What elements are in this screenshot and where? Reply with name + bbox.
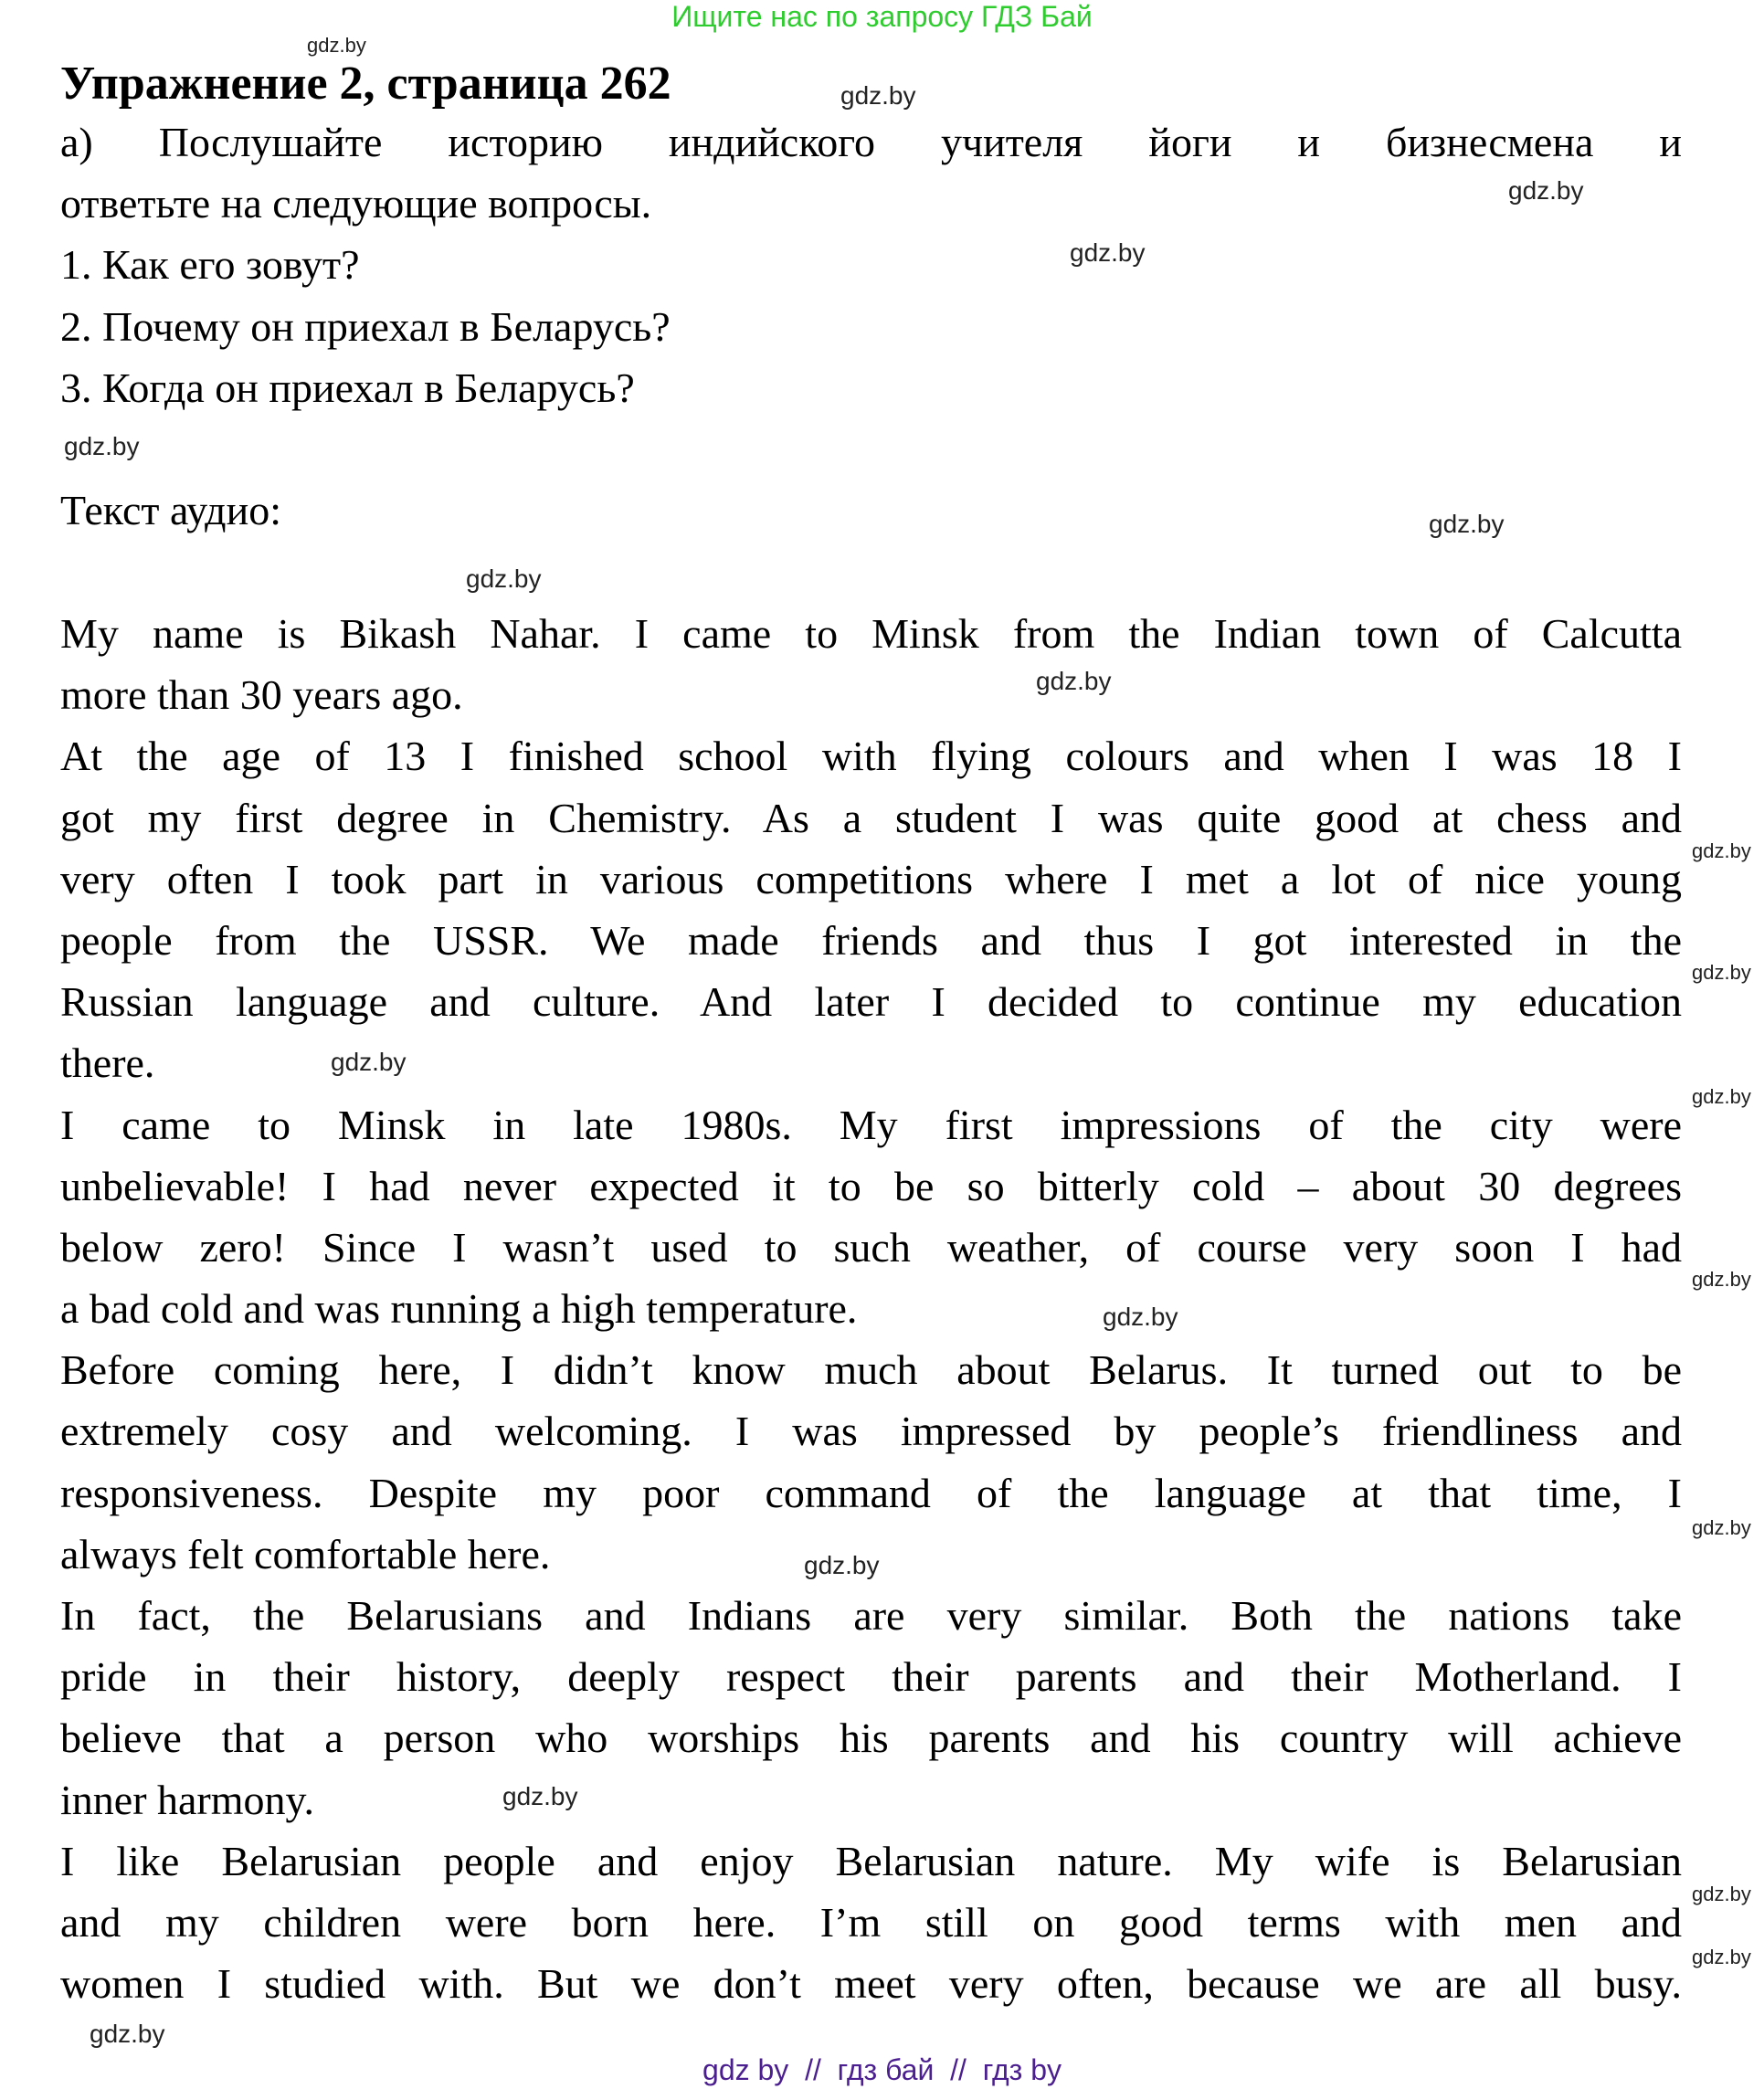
text-line: very often I took part in various competitions where I met a lot of nice young (60, 855, 1682, 902)
watermark: gdz.by (1692, 1946, 1751, 1968)
text-line: At the age of 13 I finished school with flying colours and when I was 18 I (60, 733, 1682, 780)
text-line: more than 30 years ago. (60, 671, 463, 719)
text-line: inner harmony. (60, 1776, 315, 1823)
watermark: gdz.by (1692, 1883, 1751, 1905)
text-line: women I studied with. But we don’t meet very often, because we are all busy. (60, 1960, 1682, 2008)
watermark: gdz.by (1070, 238, 1146, 267)
text-line: always felt comfortable here. (60, 1530, 551, 1577)
text-line: My name is Bikash Nahar. I came to Minsk from the Indian town of Calcutta (60, 610, 1682, 657)
text-line: and my children were born here. I’m still on good terms with men and (60, 1898, 1682, 1946)
watermark: gdz.by (90, 2020, 165, 2048)
text-line: below zero! Since I wasn’t used to such weather, of course very soon I had (60, 1223, 1682, 1271)
watermark: gdz.by (307, 34, 366, 57)
task-question: 3. Когда он приехал в Беларусь? (60, 364, 635, 411)
watermark: gdz.by (1692, 839, 1751, 862)
watermark: gdz.by (331, 1048, 407, 1076)
text-line: pride in their history, deeply respect their parents and their Motherland. I (60, 1653, 1682, 1701)
watermark: gdz.by (1692, 1516, 1751, 1539)
watermark: gdz.by (1508, 176, 1584, 205)
text-line: Before coming here, I didn’t know much about Belarus. It turned out to be (60, 1346, 1682, 1394)
watermark: gdz.by (466, 564, 542, 593)
header-banner: Ищите нас по запросу ГДЗ Бай (671, 0, 1093, 33)
watermark: gdz.by (804, 1551, 880, 1579)
text-line: believe that a person who worships his parents and his country will achieve (60, 1714, 1682, 1762)
watermark: gdz.by (64, 432, 140, 460)
watermark: gdz.by (1692, 1268, 1751, 1291)
text-line: responsiveness. Despite my poor command of the language at that time, I (60, 1469, 1682, 1516)
task-question: 1. Как его зовут? (60, 241, 360, 289)
text-line: people from the USSR. We made friends and thus I got interested in the (60, 916, 1682, 964)
text-line: unbelievable! I had never expected it to be so bitterly cold – about 30 degrees (60, 1162, 1682, 1209)
text-line: there. (60, 1039, 155, 1087)
footer-banner: gdz by // гдз бай // гдз by (702, 2053, 1062, 2086)
watermark: gdz.by (1429, 510, 1505, 538)
task-block (60, 111, 1682, 418)
task-question: 2. Почему он приехал в Беларусь? (60, 302, 671, 350)
text-line: got my first degree in Chemistry. As a student I was quite good at chess and (60, 794, 1682, 841)
watermark: gdz.by (1036, 667, 1112, 695)
audio-label: Текст аудио: (60, 487, 281, 533)
watermark: gdz.by (1103, 1303, 1178, 1331)
task-line: а) Послушайте историю индийского учителя йоги и бизнесмена и (60, 119, 1682, 165)
text-line: I came to Minsk in late 1980s. My first impressions of the city were (60, 1101, 1682, 1148)
audio-text (60, 603, 1682, 2014)
text-line: a bad cold and was running a high temperature. (60, 1285, 858, 1333)
watermark: gdz.by (840, 81, 916, 110)
watermark: gdz.by (1692, 961, 1751, 984)
text-line: extremely cosy and welcoming. I was impressed by people’s friendliness and (60, 1408, 1682, 1455)
task-line: ответьте на следующие вопросы. (60, 180, 652, 227)
text-line: Russian language and culture. And later I decided to continue my education (60, 978, 1682, 1026)
text-line: I like Belarusian people and enjoy Belarusian nature. My wife is Belarusian (60, 1837, 1682, 1884)
text-line: In fact, the Belarusians and Indians are very similar. Both the nations take (60, 1592, 1682, 1639)
page-title: Упражнение 2, страница 262 (60, 58, 671, 110)
watermark: gdz.by (502, 1782, 578, 1810)
watermark: gdz.by (1692, 1085, 1751, 1108)
